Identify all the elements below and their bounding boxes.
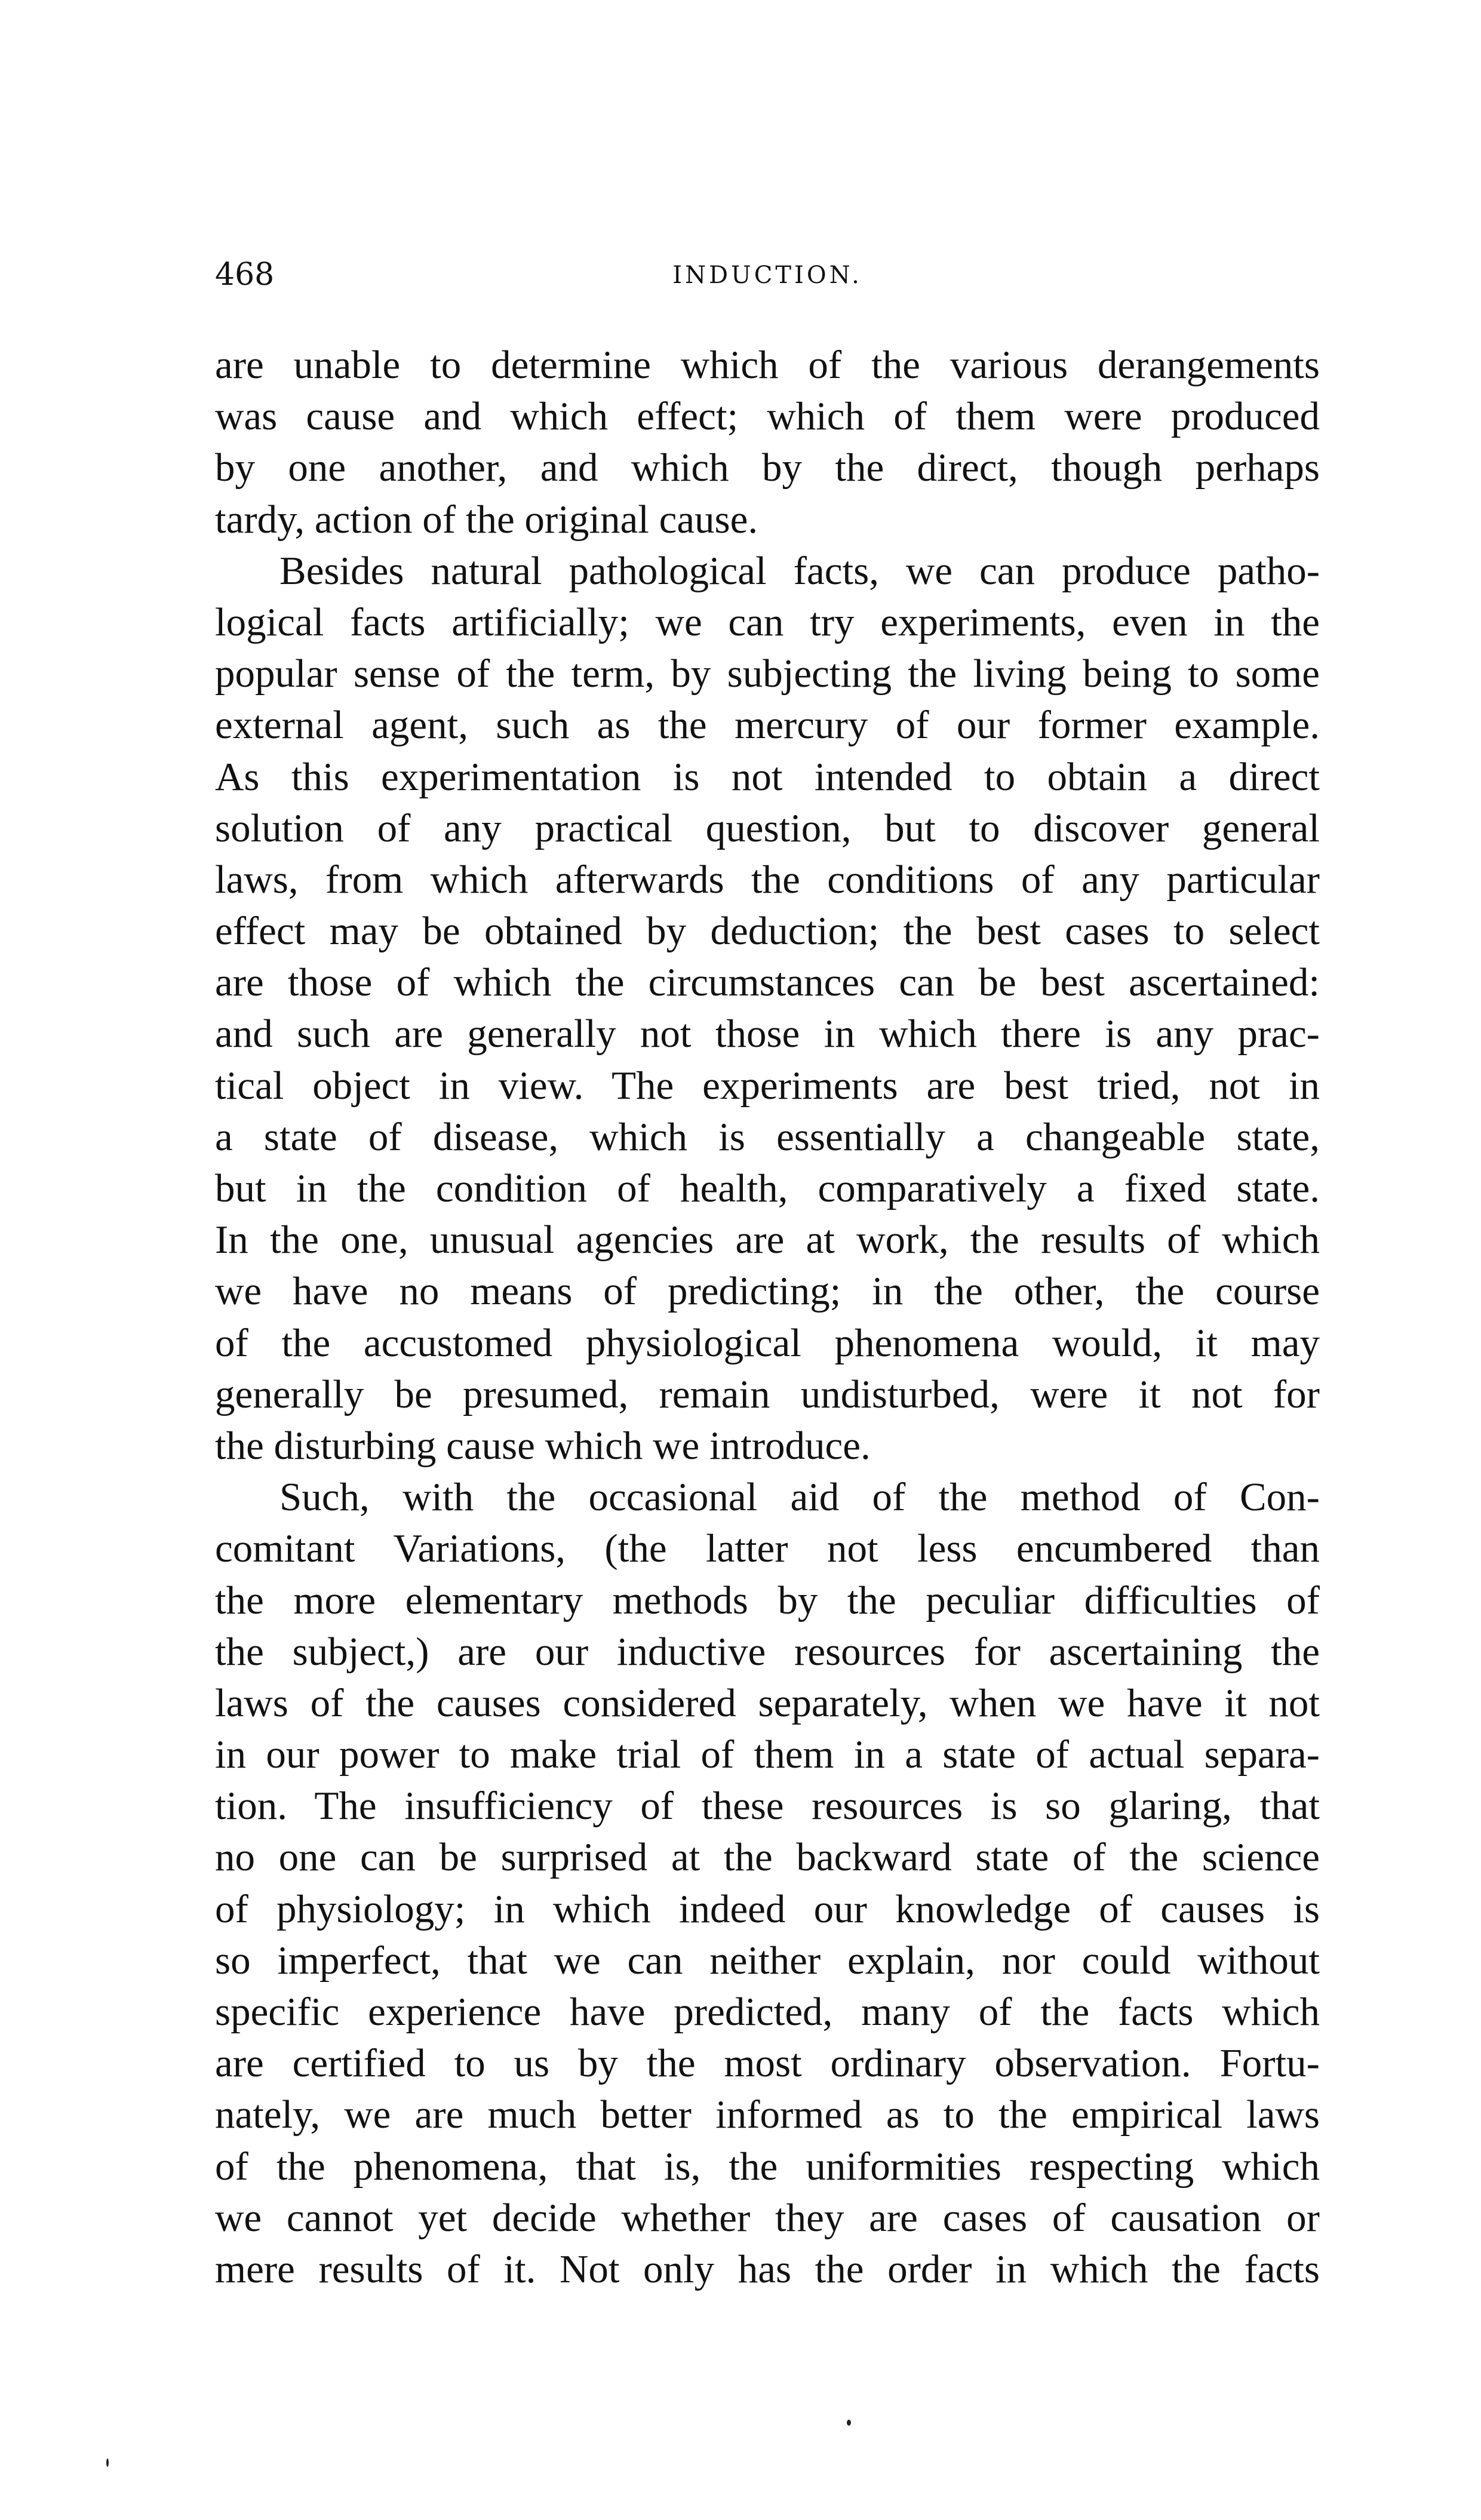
text-line: laws, from which afterwards the conditions of any particular — [215, 857, 1320, 902]
text-line: the subject,) are our inductive resources for ascertaining the — [215, 1629, 1320, 1674]
text-line: In the one, unusual agencies are at work, the results of which — [215, 1218, 1320, 1262]
text-line: As this experimentation is not intended to obtain a direct — [215, 754, 1320, 799]
scan-speck — [106, 2458, 109, 2467]
text-line: nately, we are much better informed as to the empirical laws — [215, 2092, 1320, 2137]
text-line: are those of which the circumstances can be best ascertained: — [215, 960, 1320, 1005]
text-line: but in the condition of health, comparatively a fixed state. — [215, 1166, 1320, 1210]
scan-speck — [847, 2420, 851, 2426]
text-line: and such are generally not those in which there is any prac- — [215, 1012, 1320, 1056]
text-line: solution of any practical question, but to discover general — [215, 806, 1320, 850]
text-line: logical facts artificially; we can try experiments, even in the — [215, 600, 1320, 644]
text-line: comitant Variations, (the latter not less encumbered than — [215, 1526, 1320, 1571]
text-line: laws of the causes considered separately, when we have it not — [215, 1680, 1320, 1725]
text-line: was cause and which effect; which of them were produced — [215, 394, 1320, 439]
text-line: of the accustomed physiological phenomena would, it may — [215, 1320, 1320, 1365]
text-line: mere results of it. Not only has the order in which the facts — [215, 2247, 1320, 2291]
text-line: a state of disease, which is essentially a changeable state, — [215, 1114, 1320, 1159]
text-line: popular sense of the term, by subjecting the living being to some — [215, 651, 1320, 696]
text-line: external agent, such as the mercury of our former example. — [215, 703, 1320, 748]
text-line: the disturbing cause which we introduce. — [215, 1423, 871, 1468]
text-line: of the phenomena, that is, the uniformities respecting which — [215, 2144, 1320, 2189]
text-line: the more elementary methods by the peculiar difficulties of — [215, 1578, 1320, 1622]
text-line: of physiology; in which indeed our knowledge of causes is — [215, 1886, 1320, 1931]
text-line: are certified to us by the most ordinary observation. Fortu- — [215, 2041, 1320, 2086]
running-head — [215, 257, 1320, 299]
text-line: generally be presumed, remain undisturbed, were it not for — [215, 1372, 1320, 1416]
text-line: we have no means of predicting; in the other, the course — [215, 1269, 1320, 1314]
text-line: specific experience have predicted, many of the facts which — [215, 1990, 1320, 2034]
text-line: no one can be surprised at the backward state of the science — [215, 1835, 1320, 1880]
paragraph-start-line: Such, with the occasional aid of the method of Con- — [279, 1475, 1320, 1520]
page-number: 468 — [215, 257, 275, 293]
text-line: tardy, action of the original cause. — [215, 497, 758, 542]
body-text — [215, 339, 1320, 2295]
text-line: effect may be obtained by deduction; the best cases to select — [215, 909, 1320, 954]
text-line: tical object in view. The experiments are best tried, not in — [215, 1063, 1320, 1108]
paragraph-start-line: Besides natural pathological facts, we can produce patho- — [279, 548, 1320, 593]
text-line: by one another, and which by the direct, though perhaps — [215, 445, 1320, 490]
text-line: are unable to determine which of the various derangements — [215, 343, 1320, 387]
text-line: so imperfect, that we can neither explain, nor could without — [215, 1938, 1320, 1983]
text-line: in our power to make trial of them in a state of actual separa- — [215, 1732, 1320, 1777]
text-line: tion. The insufficiency of these resources is so glaring, that — [215, 1784, 1320, 1828]
running-title: INDUCTION. — [672, 262, 862, 289]
text-line: we cannot yet decide whether they are cases of causation or — [215, 2195, 1320, 2240]
